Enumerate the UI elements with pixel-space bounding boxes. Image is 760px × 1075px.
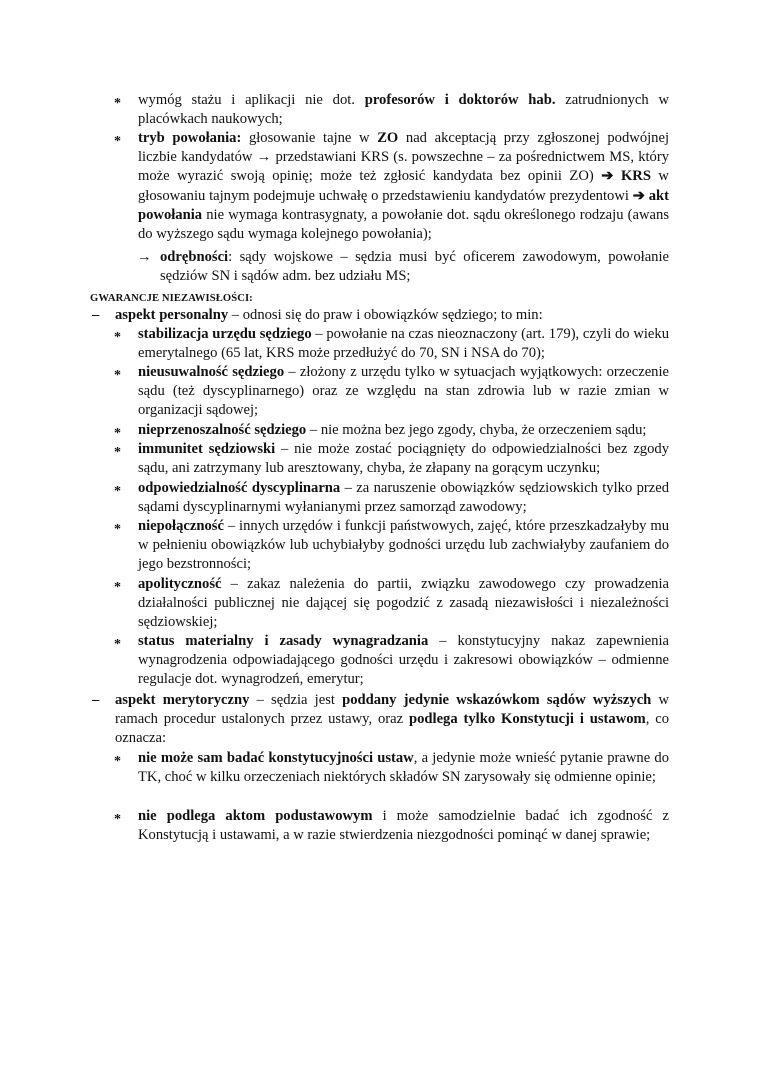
list-item-niepolacznosc: niepołączność – innych urzędów i funkcji państwowych, zajęć, które przeszkadzałyby mu w pełnieniu obowiązków lub uchybiałyby godności urzędu lub zachwiałyby zaufaniem do jego bezstronności; bbox=[138, 518, 669, 573]
list-item-immunitet: immunitet sędziowski – nie może zostać pociągnięty do odpowiedzialności bez zgody sądu, ani zatrzymany lub aresztowany, chyba, że złapany na gorącym uczynku; bbox=[138, 441, 669, 477]
bullet-star: * bbox=[114, 812, 121, 827]
list-item-staz: wymóg stażu i aplikacji nie dot. profesorów i doktorów hab. zatrudnionych w placówkach naukowych; bbox=[138, 92, 669, 128]
list-item-nieusuwalnosc: nieusuwalność sędziego – złożony z urzędu tylko w sytuacjach wyjątkowych: orzeczenie sądu (też dyscyplinarnego) oraz ze względu na stan zdrowia lub w razie zmian w organizacji sądowej; bbox=[138, 364, 669, 419]
list-item-apolitycznosc: apolityczność – zakaz należenia do partii, związku zawodowego czy prowadzenia działalności publicznej nie dającej się pogodzić z zasadą niezawisłości i niezależności sędziowskiej; bbox=[138, 576, 669, 631]
bullet-star: * bbox=[114, 754, 121, 769]
bullet-star: * bbox=[114, 426, 121, 441]
list-item-stabilizacja: stabilizacja urzędu sędziego – powołanie na czas nieoznaczony (art. 179), czyli do wieku emerytalnego (65 lat, KRS może przedłużyć do 70, SN i NSA do 70); bbox=[138, 326, 669, 362]
bullet-star: * bbox=[114, 330, 121, 345]
list-item-status-materialny: status materialny i zasady wynagradzania – konstytucyjny nakaz zapewnienia wynagrodzenia odpowiadającego godności urzędu i zakresowi obowiązków – odmienne regulacje dot. wynagrodzeń, emerytur; bbox=[138, 633, 669, 688]
list-item-aspekt-merytoryczny: aspekt merytoryczny – sędzia jest poddany jedynie wskazówkom sądów wyższych w ramach procedur ustalonych przez ustawy, oraz podlega tylko Konstytucji i ustawom, co oznacza: bbox=[115, 692, 669, 747]
arrow-marker: → bbox=[137, 249, 152, 265]
bullet-star: * bbox=[114, 368, 121, 383]
bullet-star: * bbox=[114, 522, 121, 537]
bullet-star: * bbox=[114, 134, 121, 149]
dash-marker: – bbox=[92, 307, 100, 323]
bullet-star: * bbox=[114, 445, 121, 460]
list-item-konstytucyjnosc: nie może sam badać konstytucyjności ustaw, a jedynie może wnieść pytanie prawne do TK, choć w kilku orzeczeniach niektórych składów SN zarysowały się odmienne opinie; bbox=[138, 750, 669, 786]
section-heading: GWARANCJE NIEZAWISŁOŚCI: bbox=[90, 293, 253, 304]
list-item-nieprzenoszalnosc: nieprzenoszalność sędziego – nie można bez jego zgody, chyba, że orzeczeniem sądu; bbox=[138, 422, 647, 438]
bullet-star: * bbox=[114, 96, 121, 111]
bullet-star: * bbox=[114, 580, 121, 595]
list-item-aspekt-personalny: aspekt personalny – odnosi się do praw i obowiązków sędziego; to min: bbox=[115, 307, 543, 323]
list-item-akty-podustawowe: nie podlega aktom podustawowym i może samodzielnie badać ich zgodność z Konstytucją i ustawami, a w razie stwierdzenia niezgodności pominąć w danej sprawie; bbox=[138, 808, 669, 844]
bullet-star: * bbox=[114, 484, 121, 499]
list-item-tryb-powolania: tryb powołania: głosowanie tajne w ZO nad akceptacją przy zgłoszonej podwójnej liczbie kandydatów → przedstawiani KRS (s. powszechne – za pośrednictwem MS, który może wyrazić swoją opinię; może też zgłosić kandydata bez opinii ZO) ➔ KRS w głosowaniu tajnym podejmuje uchwałę o przedstawieniu kandydatów prezydentowi ➔ akt powołania nie wymaga kontrasygnaty, a powołanie dot. sądu określonego rodzaju (awans do wyższego sądu wymaga kolejnego powołania); bbox=[138, 130, 670, 243]
bullet-star: * bbox=[114, 637, 121, 652]
dash-marker: – bbox=[92, 692, 100, 708]
list-item-odrebnosci: odrębności: sądy wojskowe – sędzia musi być oficerem zawodowym, powołanie sędziów SN i sądów adm. bez udziału MS; bbox=[160, 249, 669, 285]
list-item-odpowiedzialnosc: odpowiedzialność dyscyplinarna – za naruszenie obowiązków sędziowskich tylko przed sądami dyscyplinarnymi wyłanianymi przez samorząd zawodowy; bbox=[138, 480, 670, 516]
